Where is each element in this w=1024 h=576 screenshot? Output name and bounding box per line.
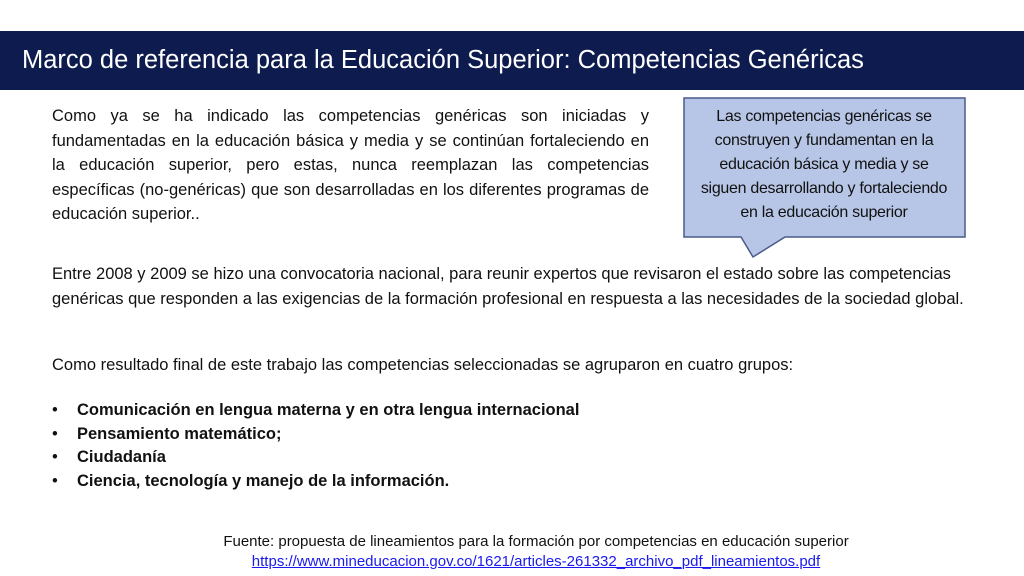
- group-label: Pensamiento matemático;: [77, 424, 282, 443]
- page-title: Marco de referencia para la Educación Superior: Competencias Genéricas: [22, 46, 864, 74]
- callout-line: Las competencias genéricas se: [716, 108, 932, 125]
- group-label: Comunicación en lengua materna y en otra lengua internacional: [77, 401, 580, 419]
- callout-line: construyen y fundamentan en la: [714, 132, 934, 149]
- bullet-icon: •: [52, 448, 58, 466]
- callout-line: educación básica y media y se: [719, 156, 929, 173]
- competency-groups-list: [52, 399, 579, 493]
- bullet-icon: •: [52, 424, 58, 443]
- callout-line: en la educación superior: [740, 204, 908, 221]
- intro-paragraph: Como ya se ha indicado las competencias genéricas son iniciadas y fundamentadas en la educación básica y media y se continúan fortaleciendo en la educación superior, pero estas, nunca reemplazan las competencias específicas (no-genéricas) que son desarrolladas en los diferentes programas de educación superior..: [52, 107, 649, 223]
- list-item: [52, 470, 579, 494]
- source-link[interactable]: https://www.mineducacion.gov.co/1621/articles-261332_archivo_pdf_lineamientos.pdf: [251, 553, 821, 570]
- convocatoria-paragraph: Entre 2008 y 2009 se hizo una convocatoria nacional, para reunir expertos que revisaron el estado sobre las competencias genéricas que responden a las exigencias de la formación profesional en respuesta a las necesidades de la sociedad global.: [52, 265, 964, 308]
- bullet-icon: •: [52, 471, 58, 490]
- list-item: [52, 446, 579, 470]
- list-item: [52, 399, 579, 423]
- bullet-icon: •: [52, 401, 58, 419]
- source-citation: [0, 532, 1024, 572]
- group-label: Ciudadanía: [77, 448, 166, 466]
- resultado-paragraph: Como resultado final de este trabajo las competencias seleccionadas se agruparon en cuatro grupos:: [52, 356, 794, 374]
- callout-text: [683, 105, 965, 225]
- source-label: Fuente: propuesta de lineamientos para la formación por competencias en educación superior: [223, 533, 849, 550]
- list-item: [52, 423, 579, 447]
- group-label: Ciencia, tecnología y manejo de la información.: [77, 471, 450, 490]
- callout-line: siguen desarrollando y fortaleciendo: [700, 180, 948, 197]
- title-bar: [0, 31, 1024, 90]
